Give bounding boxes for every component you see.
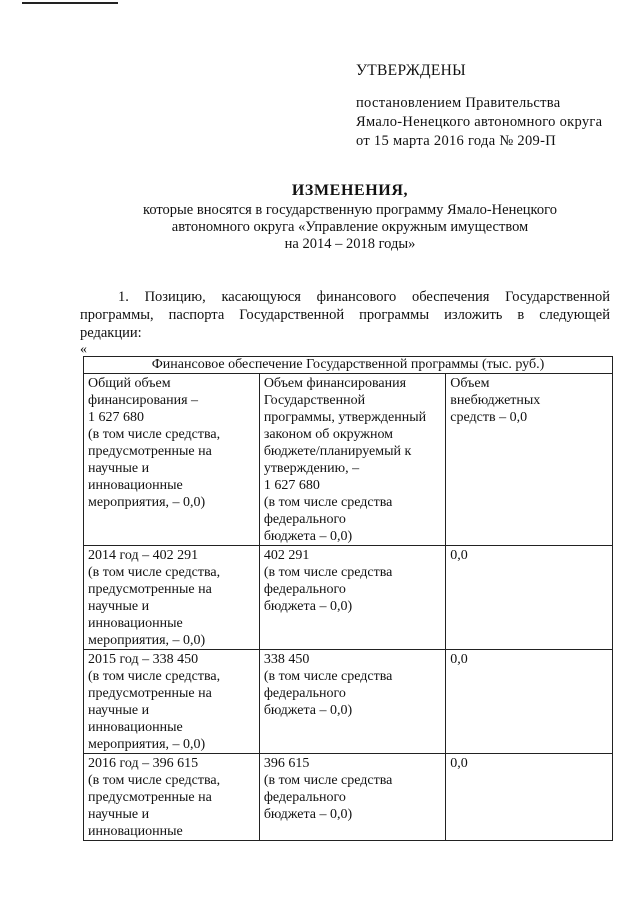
cell-line: бюджета – 0,0)	[263, 599, 353, 614]
cell-line: (в том числе средства	[263, 773, 393, 788]
cell-line: 1 627 680	[263, 478, 320, 493]
cell-line: средств – 0,0	[450, 410, 528, 425]
cell-line: внебюджетных	[450, 393, 541, 408]
cell-line: утверждению, –	[263, 461, 360, 476]
cell-line: мероприятия, – 0,0)	[88, 633, 206, 648]
paragraph-line: редакции:	[80, 325, 142, 341]
document-subtitle-line: на 2014 – 2018 годы»	[284, 236, 416, 252]
cell-line: Объем	[450, 376, 490, 391]
cell-line: предусмотренные на	[88, 582, 212, 597]
cell-line: предусмотренные на	[88, 686, 212, 701]
document-heading: ИЗМЕНЕНИЯ,	[291, 182, 409, 199]
table-cell-extrabudget	[446, 650, 613, 754]
cell-line: (в том числе средства	[263, 669, 393, 684]
cell-line: (в том числе средства,	[88, 427, 221, 442]
table-cell-extrabudget	[446, 374, 613, 546]
financing-table	[83, 356, 613, 841]
cell-line: финансирования –	[88, 393, 199, 408]
approval-line: постановлением Правительства	[356, 95, 561, 111]
paragraph-line: программы, паспорта Государственной программы изложить в следующей	[80, 307, 610, 323]
top-rule	[22, 2, 118, 4]
cell-line: Общий объем	[88, 376, 171, 391]
approval-title: УТВЕРЖДЕНЫ	[356, 62, 466, 79]
table-header: Финансовое обеспечение Государственной программы (тыс. руб.)	[84, 357, 613, 374]
paragraph-line: 1. Позицию, касающуюся финансового обеспечения Государственной	[118, 289, 610, 305]
cell-line: 2016 год – 396 615	[88, 756, 199, 771]
cell-line: (в том числе средства	[263, 565, 393, 580]
document-subtitle-line: автономного округа «Управление окружным имуществом	[171, 219, 529, 235]
cell-line: 396 615	[263, 756, 310, 771]
paragraph-1	[80, 288, 610, 342]
table-cell-total	[84, 546, 260, 650]
document-subtitle-line: которые вносятся в государственную программу Ямало-Ненецкого	[143, 202, 557, 218]
cell-line: 2015 год – 338 450	[88, 652, 199, 667]
cell-line: мероприятия, – 0,0)	[88, 737, 206, 752]
cell-line: бюджете/планируемый к	[263, 444, 412, 459]
table-row	[84, 650, 613, 754]
cell-line: законом об окружном	[263, 427, 394, 442]
approval-line: от 15 марта 2016 года № 209-П	[356, 133, 556, 149]
cell-line: бюджета – 0,0)	[263, 529, 353, 544]
cell-line: бюджета – 0,0)	[263, 807, 353, 822]
cell-line: 2014 год – 402 291	[88, 548, 199, 563]
cell-line: инновационные	[88, 616, 183, 631]
table-cell-total	[84, 754, 260, 841]
document-title	[80, 180, 620, 253]
approval-line: Ямало-Ненецкого автономного округа	[356, 114, 603, 130]
table-cell-total	[84, 650, 260, 754]
approval-block	[356, 60, 602, 151]
cell-line: Государственной	[263, 393, 366, 408]
cell-line: научные и	[88, 461, 150, 476]
table-cell-budget	[259, 650, 445, 754]
table-cell-budget	[259, 754, 445, 841]
cell-line: 0,0	[450, 548, 468, 563]
cell-line: инновационные	[88, 720, 183, 735]
cell-line: 0,0	[450, 756, 468, 771]
cell-line: федерального	[263, 582, 346, 597]
cell-line: федерального	[263, 686, 346, 701]
table-row	[84, 546, 613, 650]
cell-line: 1 627 680	[88, 410, 144, 425]
table-cell-budget	[259, 374, 445, 546]
cell-line: 402 291	[263, 548, 310, 563]
table-header-row	[84, 357, 613, 374]
table-cell-total	[84, 374, 260, 546]
cell-line: мероприятия, – 0,0)	[88, 495, 206, 510]
cell-line: научные и	[88, 807, 150, 822]
cell-line: федерального	[263, 512, 346, 527]
table-row	[84, 374, 613, 546]
cell-line: (в том числе средства,	[88, 773, 221, 788]
cell-line: предусмотренные на	[88, 444, 212, 459]
cell-line: (в том числе средства,	[88, 669, 221, 684]
cell-line: инновационные	[88, 478, 183, 493]
table-cell-extrabudget	[446, 546, 613, 650]
cell-line: инновационные	[88, 824, 183, 839]
cell-line: 338 450	[263, 652, 310, 667]
cell-line: (в том числе средства,	[88, 565, 221, 580]
cell-line: 0,0	[450, 652, 468, 667]
table-row	[84, 754, 613, 841]
cell-line: программы, утвержденный	[263, 410, 427, 425]
cell-line: бюджета – 0,0)	[263, 703, 353, 718]
cell-line: (в том числе средства	[263, 495, 393, 510]
table-cell-budget	[259, 546, 445, 650]
cell-line: научные и	[88, 599, 150, 614]
quote-mark: «	[80, 342, 87, 357]
cell-line: научные и	[88, 703, 150, 718]
cell-line: предусмотренные на	[88, 790, 212, 805]
cell-line: федерального	[263, 790, 346, 805]
cell-line: Объем финансирования	[263, 376, 407, 391]
table-cell-extrabudget	[446, 754, 613, 841]
